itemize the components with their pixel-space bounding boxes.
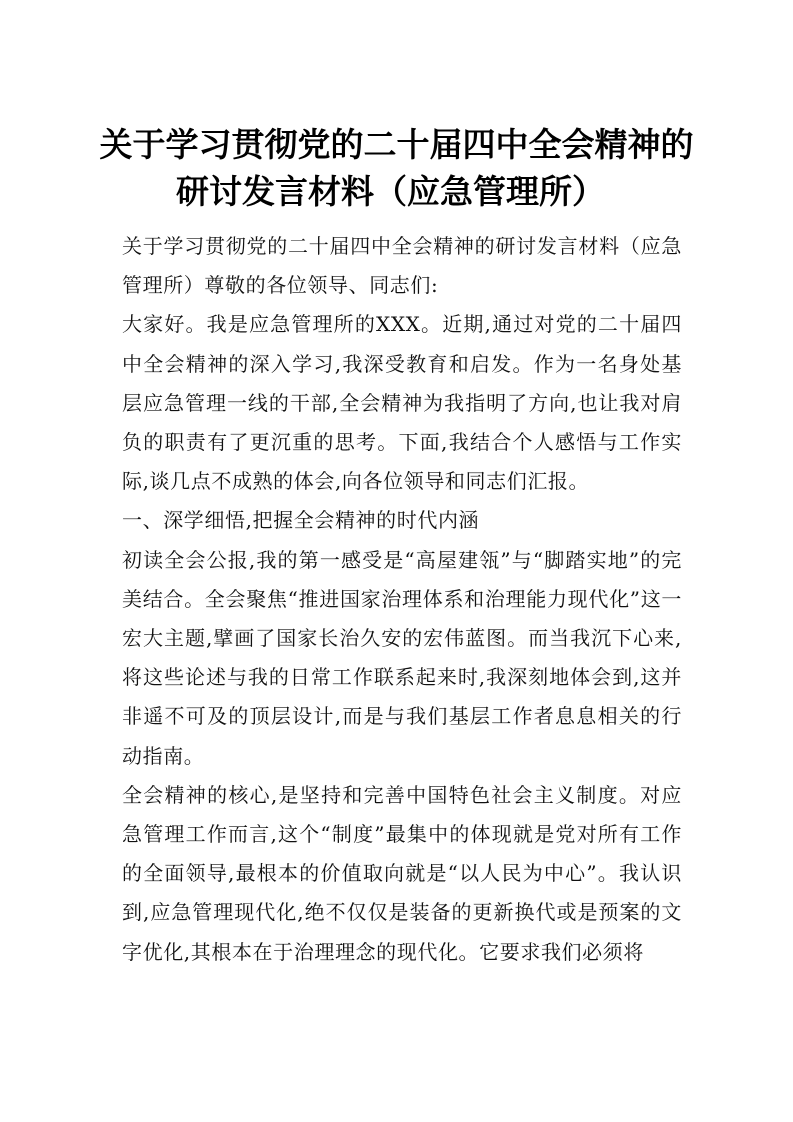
section-heading-1: 一、深学细悟,把握全会精神的时代内涵 bbox=[122, 508, 480, 533]
document-body bbox=[122, 227, 682, 972]
paragraph-greeting: 大家好。我是应急管理所的XXX。近期,通过对党的二十届四中全会精神的深入学习,我深受教育和启发。作为一名身处基层应急管理一线的干部,全会精神为我指明了方向,也让我对肩负的职责有了更沉重的思考。下面,我结合个人感悟与工作实际,谈几点不成熟的体会,向各位领导和同志们汇报。 bbox=[122, 312, 682, 494]
paragraph-communique: 初读全会公报,我的第一感受是“高屋建瓴”与“脚踏实地”的完美结合。全会聚焦“推进国家治理体系和治理能力现代化”这一宏大主题,擘画了国家长治久安的宏伟蓝图。而当我沉下心来,将这些论述与我的日常工作联系起来时,我深刻地体会到,这并非遥不可及的顶层设计,而是与我们基层工作者息息相关的行动指南。 bbox=[122, 547, 682, 768]
document-title-line-1: 关于学习贯彻党的二十届四中全会精神的 bbox=[99, 125, 694, 164]
document-title-line-2: 研讨发言材料（应急管理所） bbox=[176, 172, 605, 211]
paragraph-intro: 关于学习贯彻党的二十届四中全会精神的研讨发言材料（应急管理所）尊敬的各位领导、同志们: bbox=[122, 234, 682, 298]
paragraph-core-spirit: 全会精神的核心,是坚持和完善中国特色社会主义制度。对应急管理工作而言,这个“制度”最集中的体现就是党对所有工作的全面领导,最根本的价值取向就是“以人民为中心”。我认识到,应急管理现代化,绝不仅仅是装备的更新换代或是预案的文字优化,其根本在于治理理念的现代化。它要求我们必须将 bbox=[122, 782, 682, 964]
